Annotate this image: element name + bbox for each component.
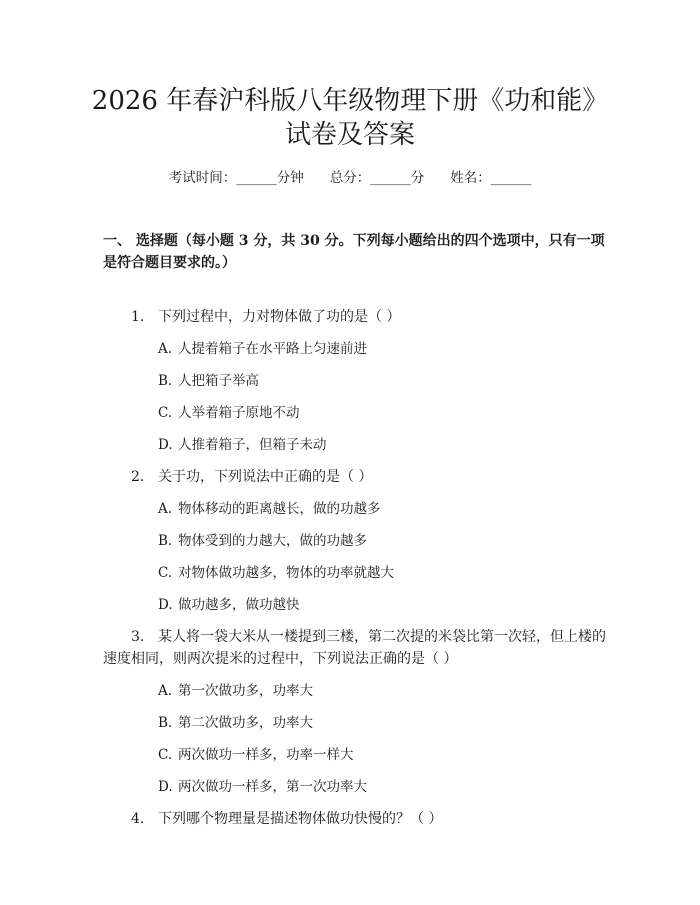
question-text: 关于功，下列说法中正确的是（ ） — [158, 469, 373, 485]
question-number: 3. — [131, 629, 145, 645]
question-1 — [103, 306, 603, 328]
total-score-unit: 分 — [410, 170, 425, 186]
question-text: 下列哪个物理量是描述物体做功快慢的？（ ） — [158, 811, 443, 827]
question-3-cont: 速度相同，则两次提米的过程中，下列说法正确的是（ ） — [103, 651, 458, 667]
option-1b — [158, 370, 598, 392]
option-letter: D. — [158, 437, 173, 453]
option-letter: D. — [158, 597, 173, 613]
option-text: 物体受到的力越大，做的功越多 — [178, 533, 367, 549]
question-3 — [103, 626, 606, 648]
option-text: 两次做功一样多，功率一样大 — [178, 747, 354, 763]
option-text: 人推着箱子，但箱子未动 — [178, 437, 327, 453]
total-score-label: 总分： — [329, 170, 371, 186]
question-4 — [103, 808, 603, 830]
question-number: 1. — [131, 309, 145, 325]
name-blank: ______ — [490, 170, 532, 186]
option-3d — [158, 776, 598, 798]
option-3c — [158, 744, 598, 766]
section-heading-cont: 是符合题目要求的。） — [103, 255, 236, 271]
question-2 — [103, 466, 603, 488]
option-letter: B. — [158, 533, 173, 549]
option-2b — [158, 530, 598, 552]
exam-title-line2: 试卷及答案 — [284, 120, 415, 150]
option-1a — [158, 338, 598, 360]
exam-info-line — [60, 168, 640, 188]
option-letter: A. — [158, 683, 173, 699]
option-letter: C. — [158, 565, 173, 581]
option-letter: A. — [158, 501, 173, 517]
option-text: 人提着箱子在水平路上匀速前进 — [178, 341, 367, 357]
exam-time-blank: ______ — [236, 170, 277, 186]
option-letter: A. — [158, 341, 173, 357]
option-letter: B. — [158, 373, 173, 389]
exam-time-label: 考试时间： — [168, 170, 237, 186]
option-2a — [158, 498, 598, 520]
name-label: 姓名： — [450, 170, 491, 186]
question-text: 下列过程中，力对物体做了功的是（ ） — [158, 309, 401, 325]
exam-time-unit: 分钟 — [276, 170, 304, 186]
option-3a — [158, 680, 598, 702]
option-3b — [158, 712, 598, 734]
option-text: 第一次做功多，功率大 — [178, 683, 313, 699]
option-2c — [158, 562, 598, 584]
option-letter: D. — [158, 779, 173, 795]
option-letter: C. — [158, 405, 173, 421]
question-number: 4. — [131, 811, 145, 827]
option-text: 做功越多，做功越快 — [178, 597, 300, 613]
option-text: 对物体做功越多，物体的功率就越大 — [178, 565, 394, 581]
section-heading: 一、 选择题（每小题 3 分，共 30 分。下列每小题给出的四个选项中，只有一项 — [103, 233, 605, 249]
option-text: 两次做功一样多，第一次功率大 — [178, 779, 367, 795]
option-letter: B. — [158, 715, 173, 731]
total-score-blank: ______ — [370, 170, 411, 186]
question-text: 某人将一袋大米从一楼提到三楼，第二次提的米袋比第一次轻，但上楼的 — [158, 629, 606, 645]
option-letter: C. — [158, 747, 173, 763]
option-text: 人把箱子举高 — [178, 373, 259, 389]
exam-title-line1: 2026 年春沪科版八年级物理下册《功和能》 — [91, 86, 609, 116]
option-2d — [158, 594, 598, 616]
option-text: 物体移动的距离越长，做的功越多 — [178, 501, 381, 517]
option-text: 人举着箱子原地不动 — [178, 405, 300, 421]
option-text: 第二次做功多，功率大 — [178, 715, 313, 731]
option-1d — [158, 434, 598, 456]
question-number: 2. — [131, 469, 145, 485]
option-1c — [158, 402, 598, 424]
